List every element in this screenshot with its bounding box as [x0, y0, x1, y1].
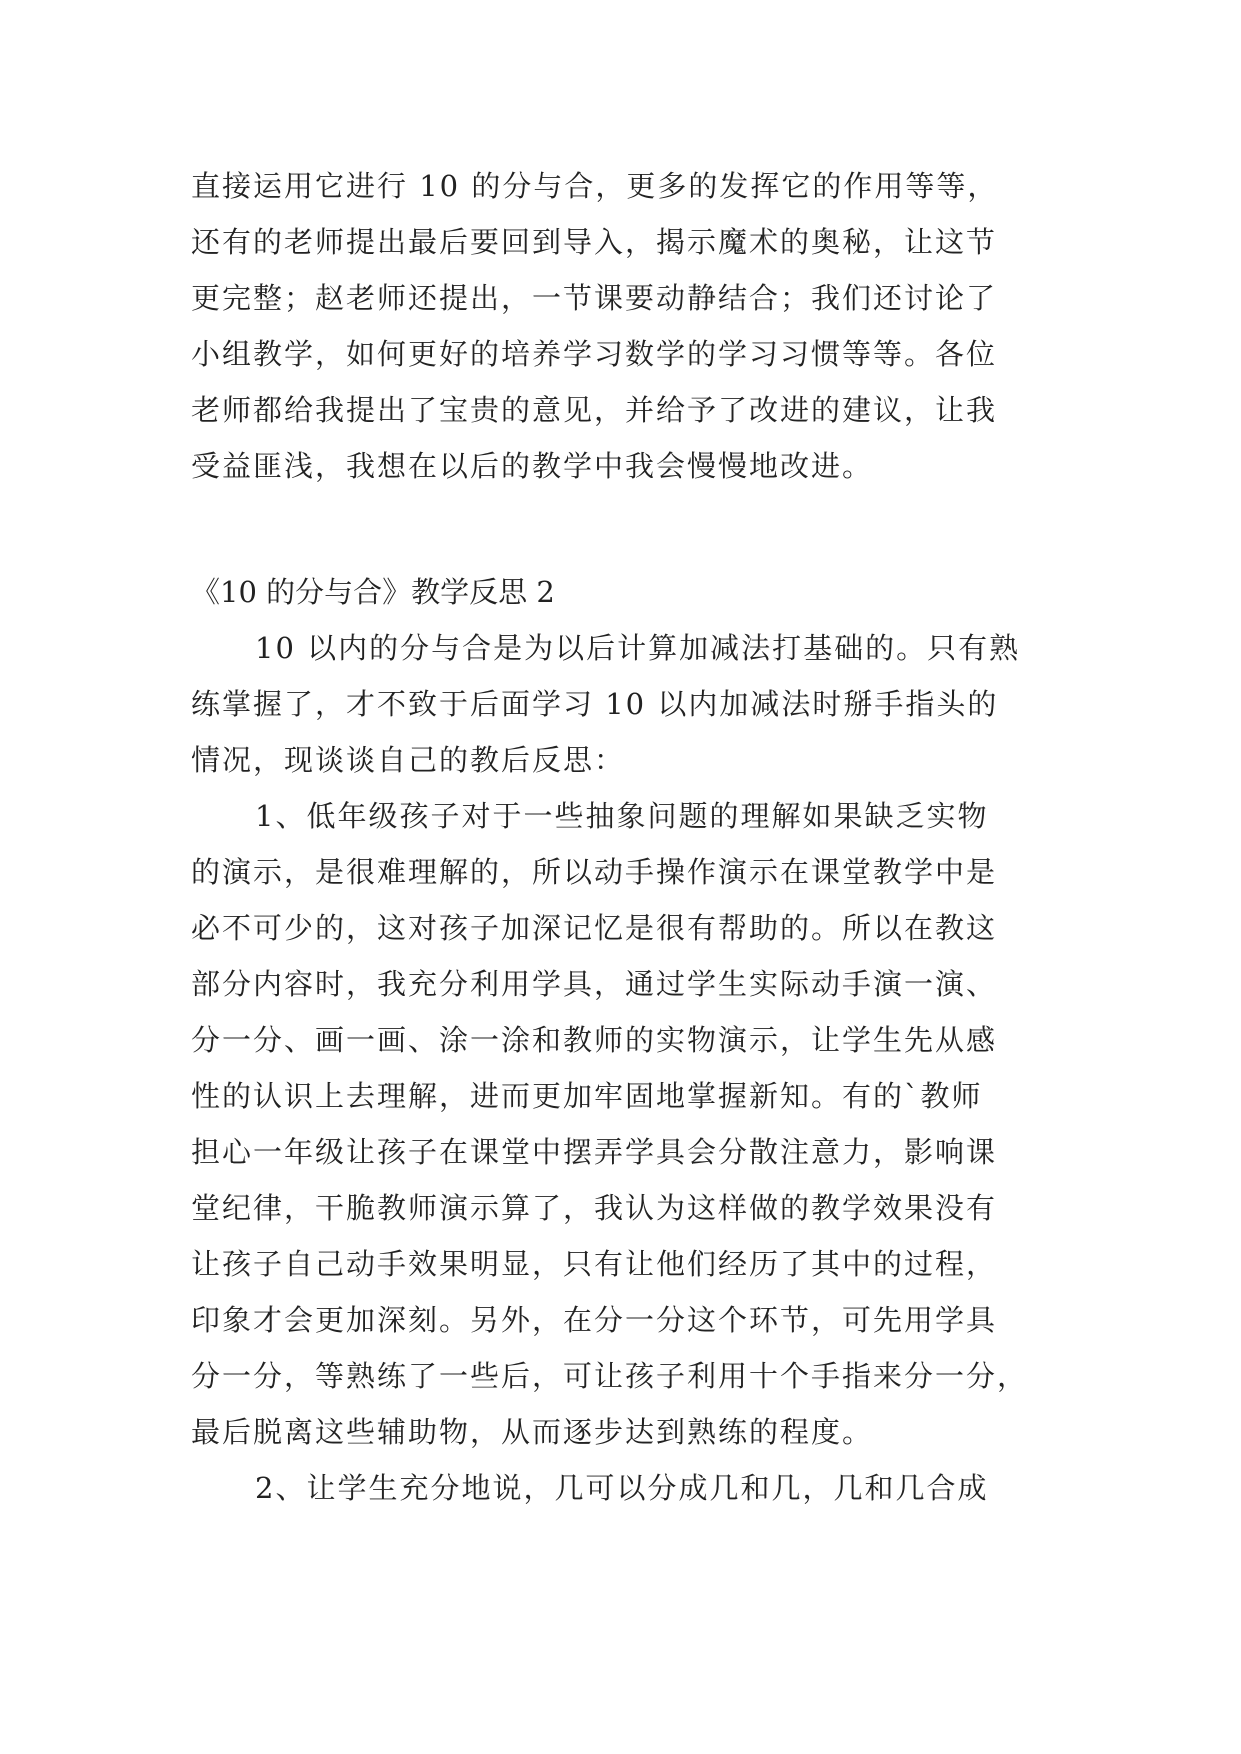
text-line: 让孩子自己动手效果明显，只有让他们经历了其中的过程，	[191, 1247, 998, 1281]
text-line: 还有的老师提出最后要回到导入，揭示魔术的奥秘，让这节	[191, 225, 998, 259]
text-line: 老师都给我提出了宝贵的意见，并给予了改进的建议，让我	[191, 393, 998, 427]
text-line: 堂纪律，干脆教师演示算了，我认为这样做的教学效果没有	[191, 1191, 998, 1225]
text-line: 性的认识上去理解，进而更加牢固地掌握新知。有的`教师	[191, 1079, 983, 1113]
text-line: 部分内容时，我充分利用学具，通过学生实际动手演一演、	[191, 967, 998, 1001]
text-line: 直接运用它进行 10 的分与合，更多的发挥它的作用等等，	[191, 169, 999, 203]
text-line: 分一分、画一画、涂一涂和教师的实物演示，让学生先从感	[191, 1023, 998, 1057]
text-line: 印象才会更加深刻。另外，在分一分这个环节，可先用学具	[191, 1303, 998, 1337]
text-line: 必不可少的，这对孩子加深记忆是很有帮助的。所以在教这	[191, 911, 998, 945]
text-line: 更完整；赵老师还提出，一节课要动静结合；我们还讨论了	[191, 281, 998, 315]
text-line: 的演示，是很难理解的，所以动手操作演示在课堂教学中是	[191, 855, 998, 889]
text-line: 小组教学，如何更好的培养学习数学的学习习惯等等。各位	[191, 337, 998, 371]
text-line: 练掌握了，才不致于后面学习 10 以内加减法时掰手指头的	[191, 687, 999, 721]
text-line: 1、低年级孩子对于一些抽象问题的理解如果缺乏实物	[255, 799, 989, 833]
text-line: 最后脱离这些辅助物，从而逐步达到熟练的程度。	[191, 1415, 874, 1449]
text-line: 分一分，等熟练了一些后，可让孩子利用十个手指来分一分，	[191, 1359, 1029, 1393]
text-line: 受益匪浅，我想在以后的教学中我会慢慢地改进。	[191, 449, 874, 483]
text-line: 2、让学生充分地说，几可以分成几和几，几和几合成	[255, 1471, 989, 1505]
text-line: 担心一年级让孩子在课堂中摆弄学具会分散注意力，影响课	[191, 1135, 998, 1169]
text-line: 10 以内的分与合是为以后计算加减法打基础的。只有熟	[255, 631, 1021, 665]
section-title: 《10 的分与合》教学反思 2	[191, 575, 555, 609]
text-line: 情况，现谈谈自己的教后反思：	[191, 743, 626, 777]
